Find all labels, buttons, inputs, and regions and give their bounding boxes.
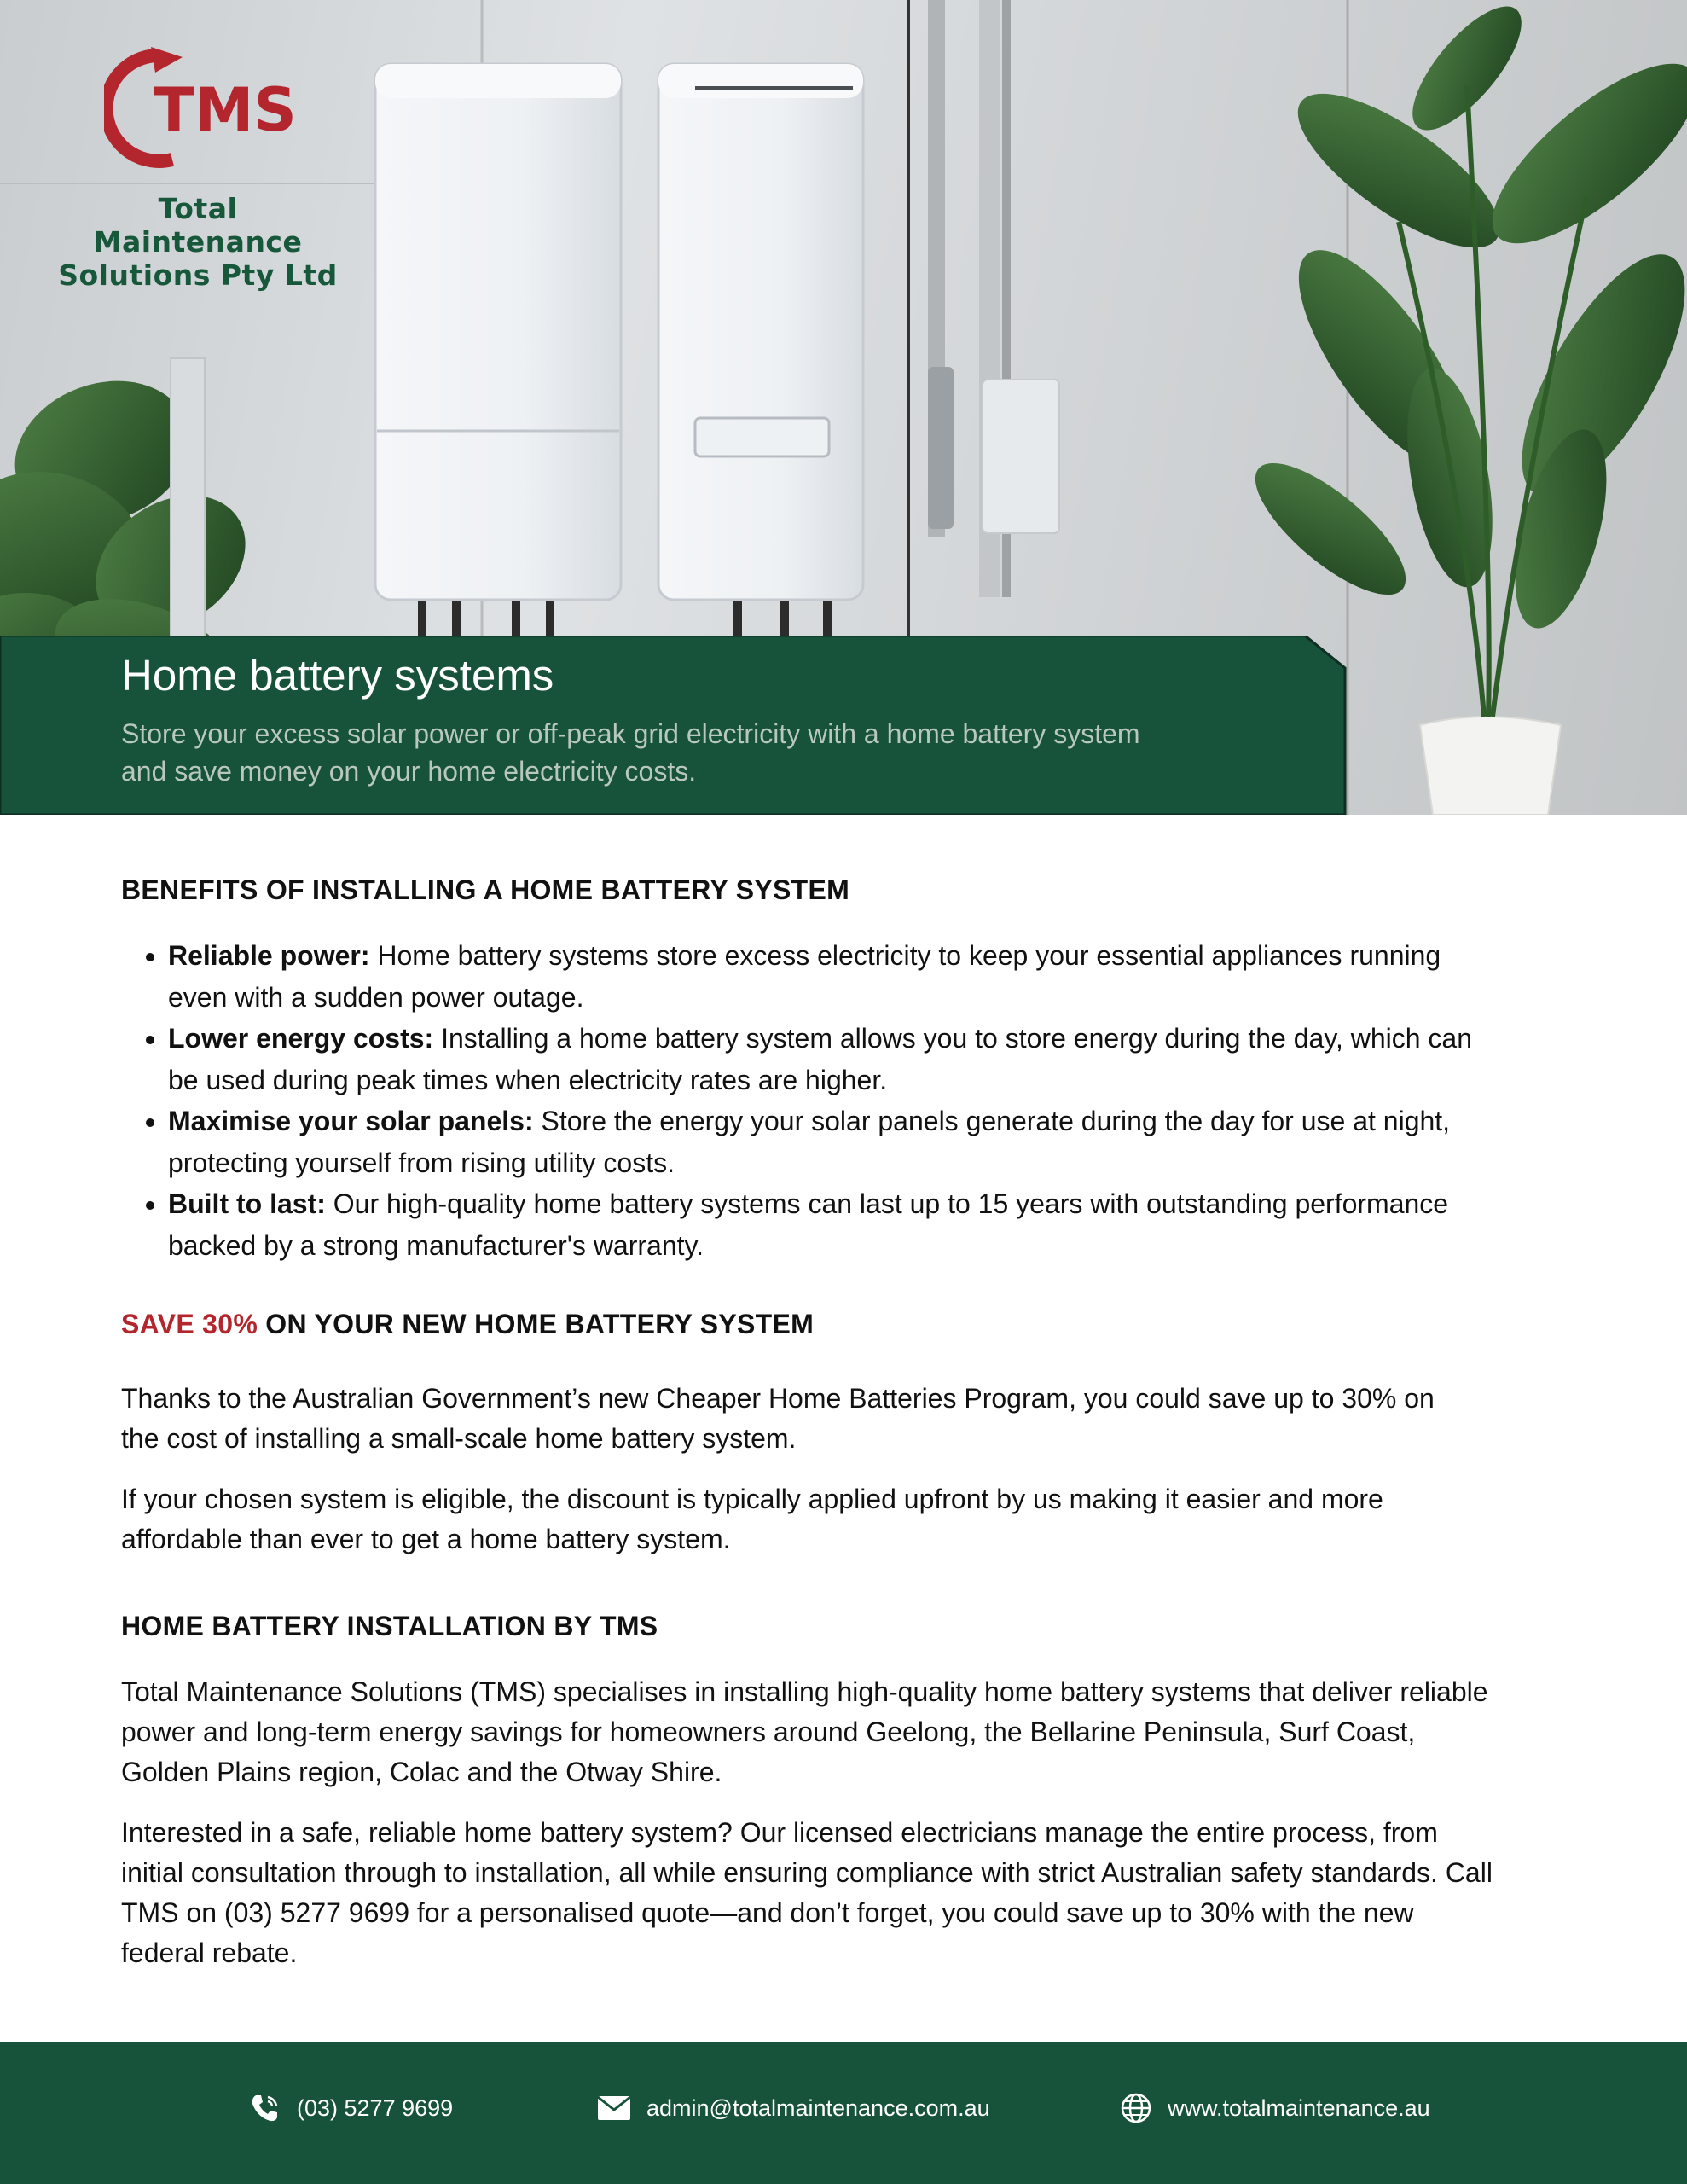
list-item (168, 1101, 1503, 1183)
footer-website[interactable] (1120, 2089, 1430, 2127)
company-name-line2: Solutions Pty Ltd (58, 258, 338, 292)
save-paragraph-2: If your chosen system is eligible, the discount is typically applied upfront by us making it easier and more affordable than ever to get a home battery system. (121, 1484, 1383, 1554)
main-content (121, 874, 1503, 1973)
benefits-list (121, 935, 1503, 1266)
list-item (168, 1183, 1503, 1266)
footer (0, 2042, 1687, 2184)
benefit-text: Home battery systems store excess electricity to keep your essential appliances running even with a sudden power outage. (168, 940, 1441, 1013)
company-name (53, 192, 343, 292)
list-item (168, 1018, 1503, 1101)
benefit-text: Installing a home battery system allows you to store energy during the day, which can be used during peak times when electricity rates are higher. (168, 1023, 1473, 1095)
list-item (168, 935, 1503, 1018)
benefit-label: Lower energy costs: (168, 1023, 434, 1054)
hero-section (0, 0, 1687, 815)
envelope-icon (597, 2094, 631, 2122)
benefit-label: Reliable power: (168, 940, 370, 971)
installation-paragraph-2: Interested in a safe, reliable home battery system? Our licensed electricians manage the entire process, from initial consultation through to installation, all while ensuring compliance with strict Australian safety standards. Call TMS on (03) 5277 9699 for a personalised quote—and don’t forget, you could save up to 30% with the new federal rebate. (121, 1817, 1493, 1968)
save-heading-rest: ON YOUR NEW HOME BATTERY SYSTEM (258, 1309, 815, 1339)
footer-phone-text[interactable]: (03) 5277 9699 (297, 2094, 454, 2121)
save-paragraph-1: Thanks to the Australian Government’s new Cheaper Home Batteries Program, you could save up to 30% on the cost of installing a small-scale home battery system. (121, 1383, 1435, 1454)
save-highlight: SAVE 30% (121, 1309, 258, 1339)
page-subtitle: Store your excess solar power or off-peak grid electricity with a home battery system and save money on your home electricity costs. (121, 718, 1140, 787)
footer-website-text[interactable]: www.totalmaintenance.au (1168, 2094, 1430, 2121)
company-name-line1: Total Maintenance (93, 192, 303, 258)
footer-phone[interactable] (249, 2089, 453, 2127)
phone-icon (249, 2092, 281, 2124)
footer-email[interactable] (597, 2089, 990, 2127)
globe-icon (1120, 2092, 1152, 2124)
benefit-text: Store the energy your solar panels generate during the day for use at night, protecting yourself from rising utility costs. (168, 1106, 1451, 1178)
svg-text:TMS: TMS (154, 75, 297, 145)
installation-heading: HOME BATTERY INSTALLATION BY TMS (121, 1611, 658, 1641)
installation-paragraph-1: Total Maintenance Solutions (TMS) specialises in installing high-quality home battery systems that deliver reliable power and long-term energy savings for homeowners around Geelong, the Bellarine Peninsula, Surf Coast, Golden Plains region, Colac and the Otway Shire. (121, 1676, 1488, 1787)
benefits-heading: BENEFITS OF INSTALLING A HOME BATTERY SYSTEM (121, 874, 850, 905)
page-title: Home battery systems (121, 651, 554, 700)
save-heading (121, 1309, 1503, 1340)
benefit-label: Built to last: (168, 1188, 326, 1219)
company-logo[interactable] (53, 47, 343, 292)
benefit-label: Maximise your solar panels: (168, 1106, 534, 1136)
footer-email-text[interactable]: admin@totalmaintenance.com.au (646, 2094, 990, 2121)
benefit-text: Our high-quality home battery systems can last up to 15 years with outstanding performance backed by a strong manufacturer's warranty. (168, 1188, 1449, 1261)
tms-logo-mark (104, 47, 300, 175)
